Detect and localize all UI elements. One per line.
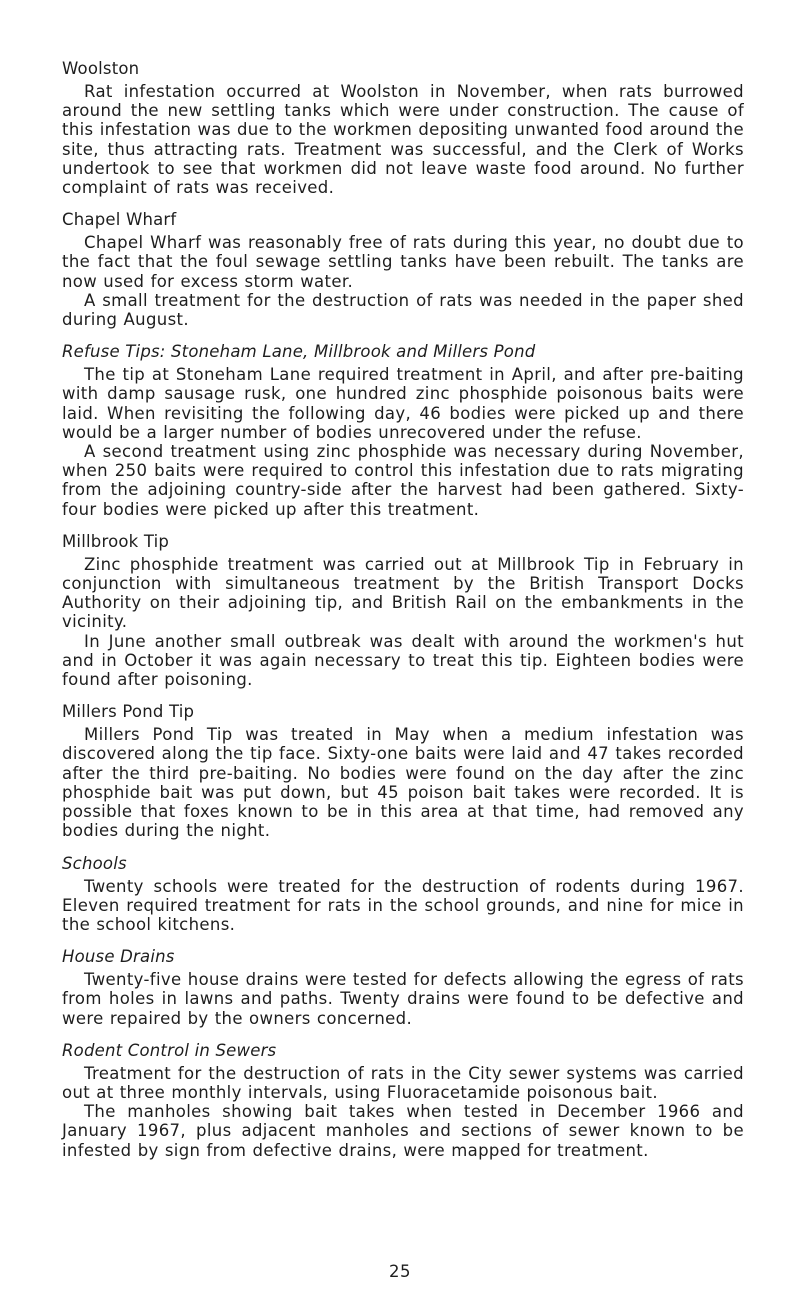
section-millbrook-tip [62, 531, 744, 689]
section-millers-pond-tip [62, 701, 744, 840]
paragraph: Chapel Wharf was reasonably free of rats during this year, no doubt due to the fact that the foul sewage settling tanks have been rebuilt. The tanks are now used for excess storm water. [62, 233, 744, 291]
section-heading: Refuse Tips: Stoneham Lane, Millbrook and Millers Pond [62, 342, 536, 362]
paragraph: Twenty-five house drains were tested for defects allowing the egress of rats from holes in lawns and paths. Twenty drains were found to be defective and were repaired by the owners concerned. [62, 970, 744, 1028]
section-heading: Schools [62, 853, 127, 873]
section-heading: Millbrook Tip [62, 531, 170, 551]
section-heading: House Drains [62, 947, 175, 967]
paragraph: In June another small outbreak was dealt with around the workmen's hut and in October it was again necessary to treat this tip. Eighteen bodies were found after poisoning. [62, 631, 744, 690]
paragraph: Rat infestation occurred at Woolston in November, when rats burrowed around the new settling tanks which were under construction. The cause of this infestation was due to the workmen depositing unwanted food around the site, thus attracting rats. Treatment was successful, and the Clerk of Works undertook to see that workmen did not leave waste food around. No further complaint of rats was received. [62, 82, 744, 198]
paragraph: Millers Pond Tip was treated in May when a medium infestation was discovered along the tip face. Sixty-one baits were laid and 47 takes recorded after the third pre-baiting. No bodies were found on the day after the zinc phosphide bait was put down, but 45 poison bait takes were recorded. It is possible that foxes known to be in this area at that time, had removed any bodies during the night. [62, 725, 744, 841]
section-heading: Woolston [62, 59, 140, 78]
section-schools [62, 853, 744, 935]
section-gap [62, 934, 744, 946]
section-heading: Millers Pond Tip [62, 702, 195, 722]
page-number: 25 [389, 1262, 411, 1281]
section-gap [62, 1028, 744, 1040]
paragraph: A small treatment for the destruction of rats was needed in the paper shed during August. [62, 290, 744, 330]
section-gap [62, 519, 744, 531]
section-gap [62, 689, 744, 701]
section-gap [62, 841, 744, 853]
section-gap [62, 329, 744, 341]
paragraph: The tip at Stoneham Lane required treatment in April, and after pre-baiting with damp sausage rusk, one hundred zinc phosphide poisonous baits were laid. When revisiting the following day, 46 bodies were picked up and there would be a larger number of bodies unrecovered under the refuse. [62, 365, 744, 442]
paragraph: The manholes showing bait takes when tested in December 1966 and January 1967, plus adjacent manholes and sections of sewer known to be infested by sign from defective drains, were mapped for treatment. [62, 1102, 744, 1160]
section-heading: Rodent Control in Sewers [62, 1040, 277, 1060]
paragraph: Twenty schools were treated for the destruction of rodents during 1967. Eleven required treatment for rats in the school grounds, and nine for mice in the school kitchens. [62, 876, 744, 934]
section-gap [62, 197, 744, 209]
document-page [62, 58, 744, 1160]
section-woolston [62, 58, 744, 197]
section-house-drains [62, 946, 744, 1028]
section-heading: Chapel Wharf [62, 210, 177, 230]
paragraph: Zinc phosphide treatment was carried out at Millbrook Tip in February in conjunction with simultaneous treatment by the British Transport Docks Authority on their adjoining tip, and British Rail on the embankments in the vicinity. [62, 554, 744, 632]
section-refuse-tips [62, 341, 744, 519]
paragraph: Treatment for the destruction of rats in the City sewer systems was carried out at three monthly intervals, using Fluoracetamide poisonous bait. [62, 1063, 744, 1102]
section-rodent-control-sewers [62, 1040, 744, 1160]
paragraph: A second treatment using zinc phosphide was necessary during November, when 250 baits were required to control this infestation due to rats migrating from the adjoining country-side after the harvest had been gathered. Sixty-four bodies were picked up after this treatment. [62, 442, 744, 519]
section-chapel-wharf [62, 209, 744, 329]
